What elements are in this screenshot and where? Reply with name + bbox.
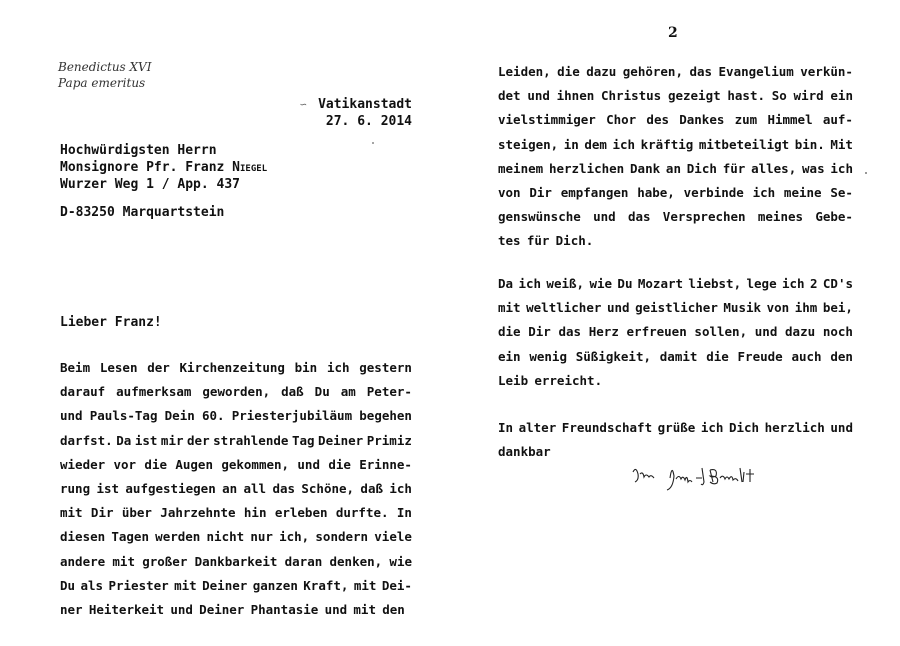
word: So xyxy=(771,88,787,104)
word: Primiz xyxy=(366,432,412,448)
word: In xyxy=(498,420,514,435)
word: darauf xyxy=(60,384,106,400)
text-line xyxy=(498,296,853,320)
word: verbinde xyxy=(683,185,744,201)
word: 60. xyxy=(201,408,225,424)
word: Du xyxy=(617,276,633,291)
word: grüße xyxy=(657,420,696,435)
word: dem xyxy=(584,136,607,152)
word: denken, xyxy=(329,553,383,569)
word: in xyxy=(563,136,579,152)
word: an xyxy=(222,481,238,497)
word: das xyxy=(627,209,651,225)
word: Dank xyxy=(630,160,661,176)
word: Dich xyxy=(686,160,717,176)
text-line xyxy=(498,205,853,229)
place-date-block xyxy=(300,96,412,130)
sender-block xyxy=(58,59,151,91)
word: empfangen xyxy=(560,185,629,201)
word: meinem xyxy=(498,160,544,176)
word: ein xyxy=(830,88,853,104)
letter-body-paragraph-1 xyxy=(498,60,853,254)
word: Se- xyxy=(830,185,853,201)
word: Freundschaft xyxy=(561,420,653,435)
word: gezeigt xyxy=(667,88,721,104)
word: und xyxy=(527,88,550,104)
word: mit xyxy=(60,505,83,521)
word: herzlichen xyxy=(548,160,625,176)
word: den xyxy=(382,602,405,618)
word: all xyxy=(243,481,267,497)
word: dazu xyxy=(785,324,816,340)
text-line xyxy=(60,477,412,501)
text-line xyxy=(498,320,853,344)
word: Musik xyxy=(723,300,762,316)
word: als xyxy=(80,577,104,593)
word: aufmerksam xyxy=(116,384,192,400)
sender-title: Papa emeritus xyxy=(58,76,146,90)
word: das xyxy=(272,481,296,497)
word: ner xyxy=(60,602,83,618)
word: Deiner xyxy=(199,602,245,618)
word: mitbeteiligt xyxy=(698,136,790,152)
word: dankbar xyxy=(498,444,551,460)
word: Schöne, xyxy=(301,481,355,497)
word: kräftig xyxy=(640,136,694,152)
word: Gebe- xyxy=(815,209,853,225)
word: hin xyxy=(243,505,267,521)
word: In xyxy=(396,505,412,521)
word: für xyxy=(526,233,550,249)
word: rung xyxy=(60,481,91,497)
word: daß xyxy=(281,384,304,400)
word: Freude xyxy=(737,348,783,364)
word: weiß, xyxy=(546,276,585,291)
word: Tag xyxy=(291,432,315,448)
word: darfst. xyxy=(60,432,113,448)
text-line xyxy=(60,453,412,477)
text-line xyxy=(498,84,853,108)
word: begehen xyxy=(359,408,412,424)
word: ist xyxy=(134,432,158,448)
text-line xyxy=(60,574,412,598)
word: gestern xyxy=(359,360,412,375)
word: meines xyxy=(757,209,804,225)
word: Dir xyxy=(90,505,114,521)
text-line xyxy=(498,60,853,84)
word: diesen xyxy=(60,529,106,545)
word: erreicht. xyxy=(534,372,603,388)
ink-speck xyxy=(865,172,867,174)
text-line xyxy=(498,108,853,132)
word: Du xyxy=(60,577,76,593)
word: und xyxy=(170,602,193,618)
word: CD's xyxy=(822,276,853,291)
text-line xyxy=(60,525,412,549)
word: und xyxy=(297,456,320,472)
word: weltlicher xyxy=(526,300,602,316)
word: erleben xyxy=(274,505,328,521)
word: und xyxy=(754,324,778,340)
word: Kirchenzeitung xyxy=(179,360,285,375)
word: Evangelium xyxy=(718,64,794,79)
word: wenig xyxy=(529,348,567,364)
word: hast. xyxy=(727,88,766,104)
word: ich xyxy=(700,420,724,435)
word: wieder xyxy=(60,456,106,472)
word: liebst, xyxy=(688,276,742,291)
word: daran xyxy=(284,553,323,569)
word: daß xyxy=(360,481,383,497)
word: wie xyxy=(589,276,613,291)
text-line xyxy=(60,356,412,380)
page-number: 2 xyxy=(668,25,678,41)
word: und xyxy=(324,602,348,618)
text-line xyxy=(498,229,853,253)
word: wird xyxy=(793,88,824,104)
word: steigen, xyxy=(498,136,559,152)
word: nicht xyxy=(206,529,245,545)
word: zum xyxy=(734,112,758,128)
text-line xyxy=(60,429,412,453)
word: großer xyxy=(142,553,188,569)
word: noch xyxy=(822,324,853,340)
sender-name: Benedictus XVI xyxy=(58,60,152,74)
word: und xyxy=(60,408,83,424)
text-line xyxy=(498,133,853,157)
text-line xyxy=(60,598,412,622)
letter-date: 27. 6. 2014 xyxy=(325,114,412,129)
word: Jahrzehnte xyxy=(160,505,236,521)
word: Dich xyxy=(728,420,760,435)
word: was xyxy=(802,160,825,176)
word: ich xyxy=(326,360,350,375)
recipient-name-prefix: Monsignore Pfr. Franz N xyxy=(60,160,241,175)
word: alter xyxy=(518,420,557,435)
word: mit xyxy=(353,602,376,618)
word: Deiner xyxy=(318,432,364,448)
recipient-salutation: Hochwürdigsten Herrn xyxy=(60,143,217,158)
word: lege xyxy=(746,276,777,291)
word: sollen, xyxy=(694,324,748,340)
word: erfreuen xyxy=(626,324,687,340)
word: Mozart xyxy=(637,276,684,291)
word: den xyxy=(830,348,853,364)
letter-body-paragraph-2 xyxy=(498,272,853,393)
word: ich xyxy=(782,276,805,291)
word: und xyxy=(606,300,630,316)
word: die xyxy=(328,456,351,472)
word: ihnen xyxy=(556,88,595,104)
word: durfte. xyxy=(335,505,389,521)
letter-greeting: Lieber Franz! xyxy=(60,315,162,330)
handwritten-signature xyxy=(630,458,760,498)
word: gekommen, xyxy=(221,456,290,472)
text-line xyxy=(60,550,412,574)
word: Priester xyxy=(108,577,169,593)
word: alles, xyxy=(751,160,797,176)
word: bin xyxy=(294,360,318,375)
word: auch xyxy=(791,348,822,364)
word: meine xyxy=(783,185,822,201)
word: Augen xyxy=(175,456,213,472)
word: vielstimmiger xyxy=(498,112,596,128)
word: Da xyxy=(498,276,514,291)
word: bin. xyxy=(794,136,825,152)
word: nur xyxy=(250,529,273,545)
word: am xyxy=(340,384,356,400)
word: andere xyxy=(60,553,106,569)
word: und xyxy=(593,209,616,225)
ink-speck xyxy=(372,142,374,144)
word: Dir xyxy=(529,185,552,201)
word: mit xyxy=(498,300,521,316)
text-line xyxy=(498,157,853,181)
word: das xyxy=(558,324,582,340)
text-line xyxy=(498,369,853,393)
word: über xyxy=(121,505,152,521)
text-line xyxy=(498,416,853,440)
word: Himmel xyxy=(767,112,813,128)
recipient-name xyxy=(60,159,267,176)
word: Du xyxy=(314,384,330,400)
word: das xyxy=(689,64,713,79)
word: sondern xyxy=(315,529,369,545)
word: aufgestiegen xyxy=(125,481,216,497)
word: Peter- xyxy=(366,384,412,400)
word: mit xyxy=(112,553,135,569)
word: für xyxy=(722,160,746,176)
word: ganzen xyxy=(252,577,298,593)
recipient-surname-smallcaps: iegel xyxy=(240,160,268,175)
word: Dich. xyxy=(555,233,594,249)
word: die xyxy=(498,324,521,340)
word: vor xyxy=(113,456,137,472)
word: genswünsche xyxy=(498,209,581,225)
word: von xyxy=(498,185,521,201)
word: Versprechen xyxy=(662,209,746,225)
place-city: Vatikanstadt xyxy=(318,97,412,112)
word: ein xyxy=(498,348,521,364)
word: geworden, xyxy=(202,384,271,400)
word: Mit xyxy=(830,136,853,152)
word: Süßigkeit, xyxy=(575,348,652,364)
word: Tagen xyxy=(111,529,149,545)
word: mit xyxy=(174,577,197,593)
word: Herz xyxy=(588,324,619,340)
word: ist xyxy=(96,481,120,497)
word: Leib xyxy=(498,372,529,388)
word: tes xyxy=(498,233,521,249)
word: ihm xyxy=(794,300,818,316)
word: dazu xyxy=(586,64,617,79)
word: damit xyxy=(659,348,698,364)
word: ich xyxy=(389,481,412,497)
word: strahlende xyxy=(213,432,289,448)
text-line xyxy=(60,404,412,428)
word: Pauls-Tag xyxy=(89,408,158,424)
recipient-street: Wurzer Weg 1 / App. 437 xyxy=(60,177,241,192)
word: Phantasie xyxy=(250,602,319,618)
word: Leiden, xyxy=(498,64,551,79)
word: mit xyxy=(353,577,377,593)
word: herzlich xyxy=(764,420,825,435)
word: Da xyxy=(116,432,132,448)
word: geistlicher xyxy=(635,300,718,316)
word: Kraft, xyxy=(303,577,349,593)
word: die xyxy=(557,64,580,79)
word: det xyxy=(498,88,521,104)
word: werden xyxy=(155,529,201,545)
text-line xyxy=(498,181,853,205)
word: Dein xyxy=(164,408,195,424)
word: die xyxy=(144,456,167,472)
text-line xyxy=(60,501,412,525)
pen-mark: ∽ xyxy=(300,98,307,111)
word: Dankbarkeit xyxy=(194,553,278,569)
text-line xyxy=(498,272,853,296)
word: an xyxy=(665,160,681,176)
text-line xyxy=(60,380,412,404)
word: ich, xyxy=(279,529,310,545)
word: von xyxy=(766,300,790,316)
word: viele xyxy=(374,529,412,545)
word: und xyxy=(830,420,853,435)
letter-body-page-1 xyxy=(60,356,412,622)
word: gehören, xyxy=(622,64,683,79)
word: Dankes xyxy=(679,112,725,128)
word: bei, xyxy=(822,300,853,316)
word: Christus xyxy=(601,88,662,104)
word: Dei- xyxy=(381,577,412,593)
word: ich xyxy=(752,185,776,201)
word: habe, xyxy=(637,185,675,201)
word: des xyxy=(646,112,669,128)
word: Erinne- xyxy=(359,456,412,472)
word: wie xyxy=(389,553,412,569)
word: ich xyxy=(518,276,542,291)
word: Dir xyxy=(528,324,551,340)
word: Heiterkeit xyxy=(88,602,165,618)
recipient-postal: D-83250 Marquartstein xyxy=(60,205,225,220)
word: Lesen xyxy=(99,360,138,375)
word: der xyxy=(187,432,210,448)
word: verkün- xyxy=(800,64,853,79)
text-line xyxy=(498,345,853,369)
letter-page-2 xyxy=(450,0,900,646)
word: ich xyxy=(612,136,636,152)
word: mir xyxy=(160,432,184,448)
word: die xyxy=(706,348,729,364)
word: ich xyxy=(830,160,853,176)
recipient-address xyxy=(60,142,267,193)
word: auf- xyxy=(822,112,853,128)
word: Chor xyxy=(606,112,637,128)
word: Priesterjubiläum xyxy=(231,408,353,424)
word: der xyxy=(147,360,170,375)
word: Beim xyxy=(60,360,91,375)
word: 2 xyxy=(809,276,818,291)
word: Deiner xyxy=(202,577,248,593)
